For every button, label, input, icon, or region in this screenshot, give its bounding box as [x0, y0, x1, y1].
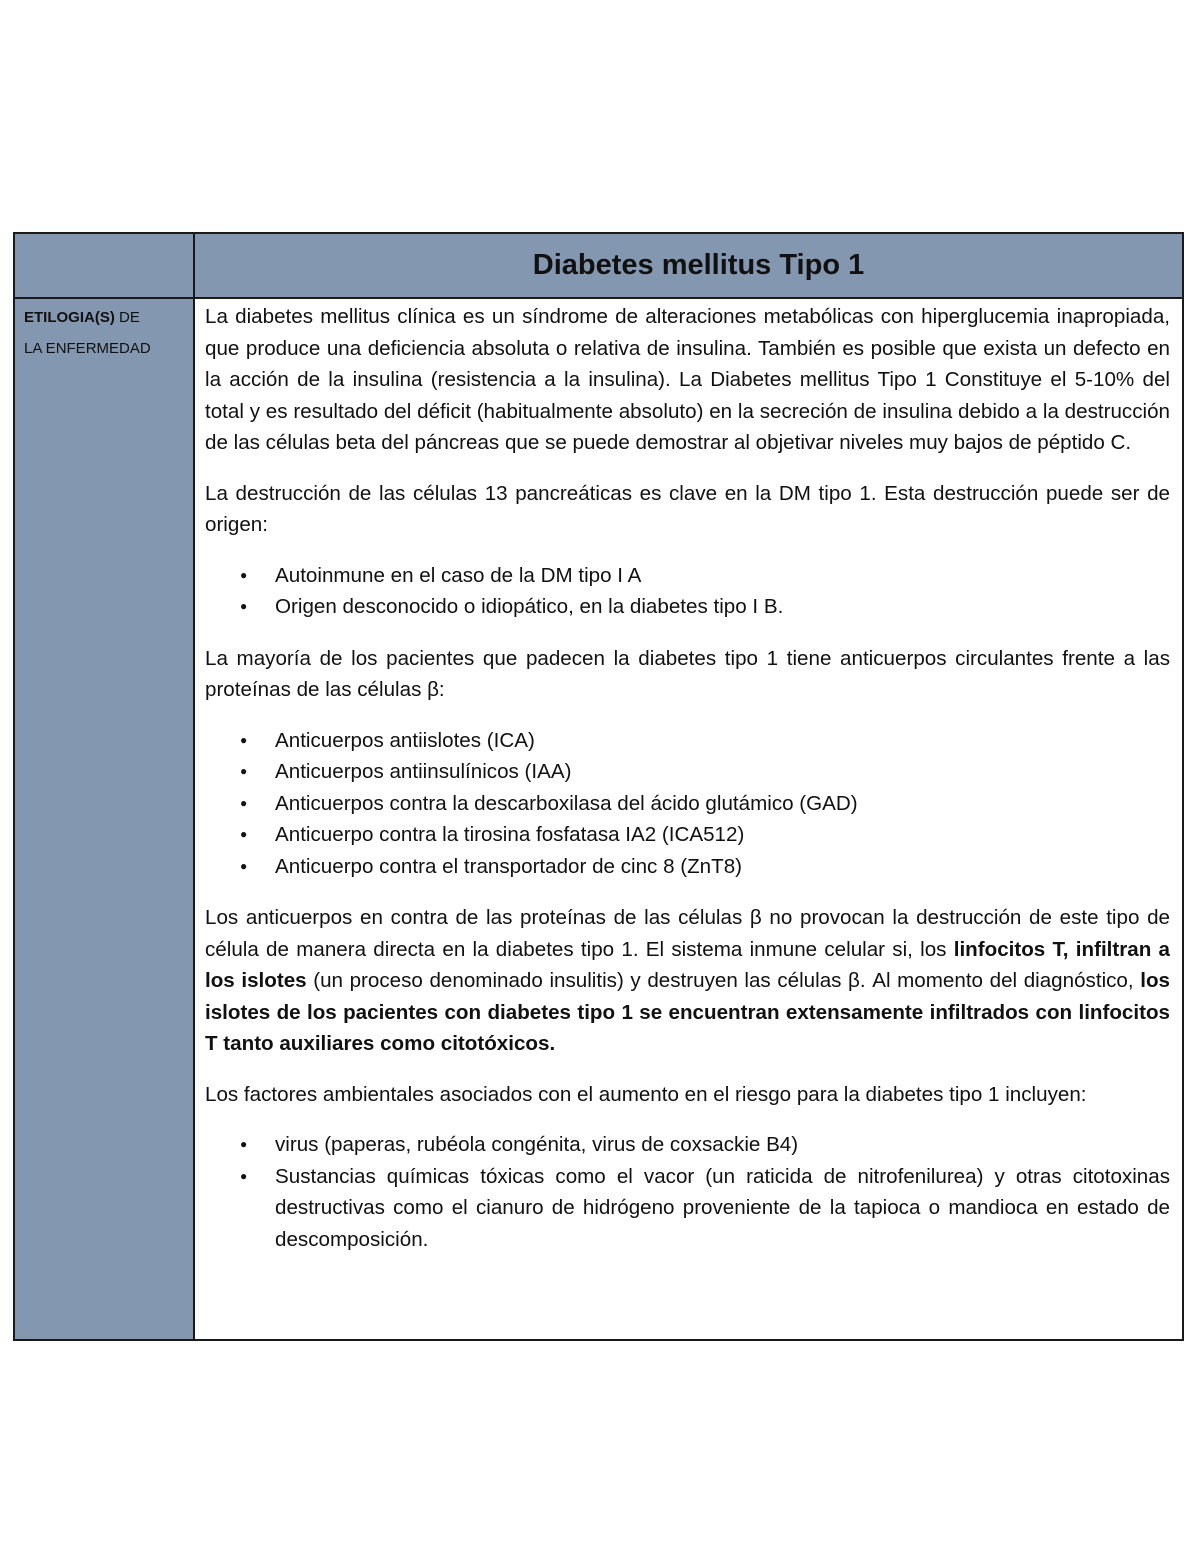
list-item: ● Anticuerpo contra el transportador de cinc 8 (ZnT8) — [275, 851, 1170, 883]
antibody-list — [205, 725, 1170, 883]
list-item: ● Autoinmune en el caso de la DM tipo I A — [275, 560, 1170, 592]
content-cell — [195, 299, 1182, 1339]
row-label-line2: LA ENFERMEDAD — [24, 340, 151, 357]
origin-list — [205, 560, 1170, 623]
paragraph-2: La destrucción de las células 13 pancreáticas es clave en la DM tipo 1. Esta destrucción puede ser de origen: — [205, 481, 1170, 536]
list-item: ● Anticuerpo contra la tirosina fosfatasa IA2 (ICA512) — [275, 819, 1170, 851]
paragraph-4-part-c: (un proceso denominado insulitis) y destruyen las células β. Al momento del diagnóstico, — [306, 969, 1141, 992]
etiology-row — [15, 299, 1182, 1339]
paragraph-5: Los factores ambientales asociados con el aumento en el riesgo para la diabetes tipo 1 incluyen: — [205, 1082, 1087, 1106]
list-item: ● Anticuerpos contra la descarboxilasa del ácido glutámico (GAD) — [275, 788, 1170, 820]
row-label-rest: DE — [114, 309, 140, 326]
paragraph-3: La mayoría de los pacientes que padecen la diabetes tipo 1 tiene anticuerpos circulantes frente a las proteínas de las células β: — [205, 646, 1170, 701]
page-title: Diabetes mellitus Tipo 1 — [532, 249, 865, 281]
paragraph-4 — [205, 902, 1170, 1060]
row-label — [15, 299, 195, 1339]
environmental-factors-list — [205, 1129, 1170, 1255]
header-title-cell — [195, 234, 1182, 297]
list-item: ● virus (paperas, rubéola congénita, virus de coxsackie B4) — [275, 1129, 1170, 1161]
list-item: ● Origen desconocido o idiopático, en la diabetes tipo I B. — [275, 591, 1170, 623]
document-table — [13, 232, 1184, 1341]
paragraph-4-part-a: Los anticuerpos en contra de las proteínas de las células β no provocan la destrucción de este tipo de célula de manera directa en la diabetes tipo 1. El sistema inmune celular si, los — [205, 906, 1170, 961]
header-left-cell — [15, 234, 195, 297]
row-label-bold: ETILOGIA(S) — [24, 309, 115, 326]
list-item: ● Sustancias químicas tóxicas como el vacor (un raticida de nitrofenilurea) y otras citotoxinas destructivas como el cianuro de hidrógeno proveniente de la tapioca o mandioca en estado de descomposición. — [275, 1161, 1170, 1256]
list-item: ● Anticuerpos antiinsulínicos (IAA) — [275, 756, 1170, 788]
paragraph-1: La diabetes mellitus clínica es un síndrome de alteraciones metabólicas con hiperglucemia inapropiada, que produce una deficiencia absoluta o relativa de insulina. También es posible que exista un defecto en la acción de la insulina (resistencia a la insulina). La Diabetes mellitus Tipo 1 Constituye el 5-10% del total y es resultado del déficit (habitualmente absoluto) en la secreción de insulina debido a la destrucción de las células beta del páncreas que se puede demostrar al objetivar niveles muy bajos de péptido C. — [205, 305, 1170, 454]
paragraph-4-bold-b: linfocitos T, infiltran a los islotes — [205, 937, 1170, 992]
list-item: ● Anticuerpos antiislotes (ICA) — [275, 725, 1170, 757]
paragraph-4-bold-d: los islotes de los pacientes con diabetes tipo 1 se encuentran extensamente infiltrados con linfocitos T tanto auxiliares como citotóxicos. — [205, 969, 1170, 1055]
header-row — [15, 234, 1182, 299]
